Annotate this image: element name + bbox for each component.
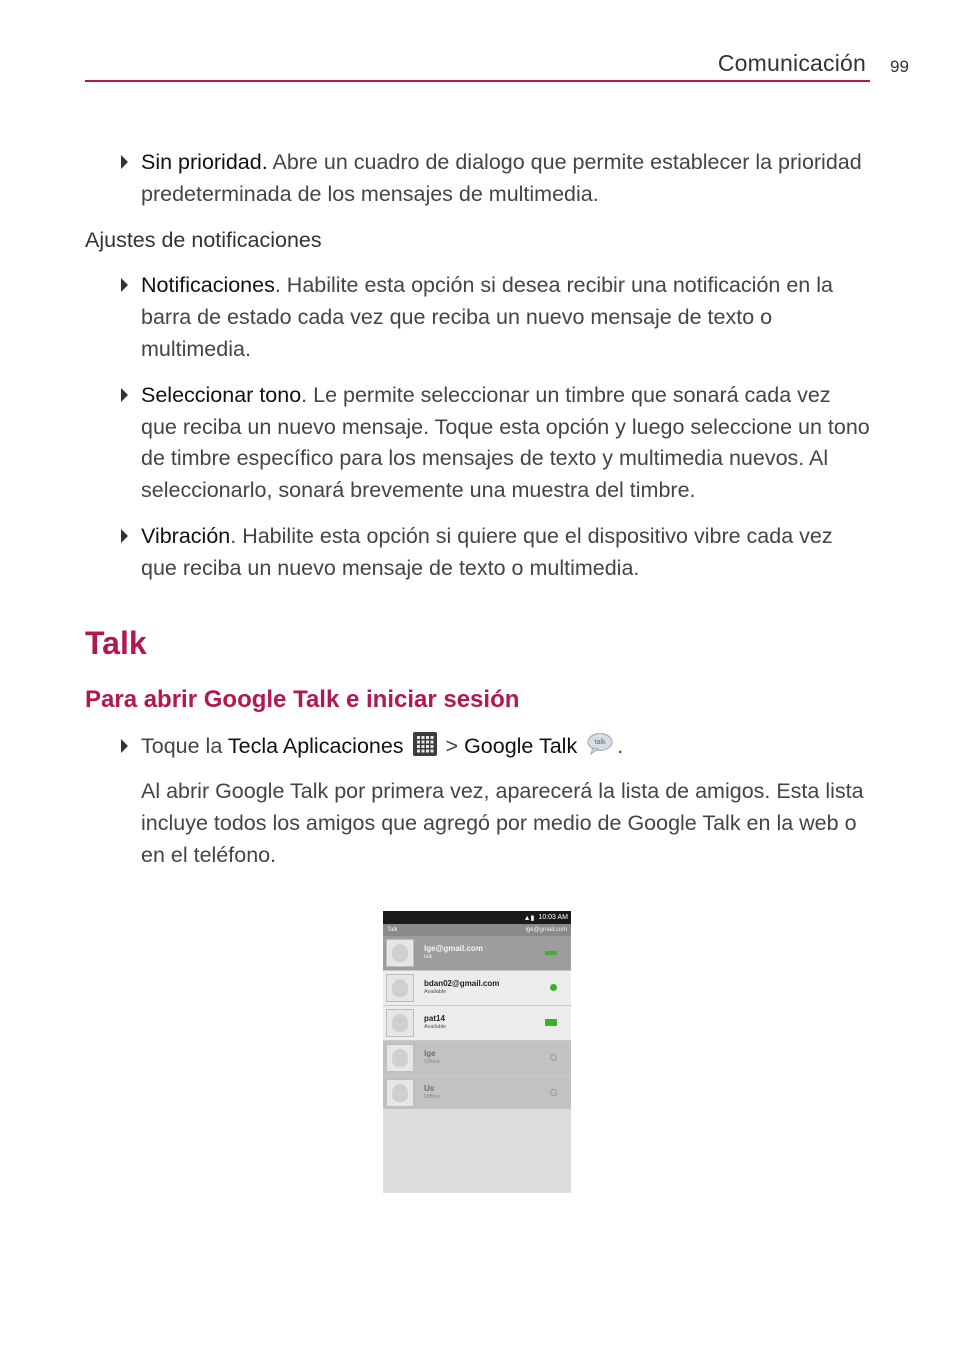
video-chat-icon: [545, 1019, 557, 1026]
notifications-subhead: Ajustes de notificaciones: [85, 227, 322, 252]
contact-row: [383, 1076, 571, 1111]
contact-status: Available: [424, 989, 447, 995]
bullet-arrow-icon: [121, 388, 128, 402]
contact-name: pat14: [424, 1014, 445, 1023]
account-label: lge@gmail.com: [525, 927, 567, 933]
bullet-term: Seleccionar tono: [141, 382, 302, 407]
contact-name: bdan02@gmail.com: [424, 979, 500, 988]
contact-row: [383, 1041, 571, 1076]
bullet-term: Vibración: [141, 523, 231, 548]
signal-icon: ▲▮: [523, 914, 535, 922]
phone-screenshot: [383, 911, 571, 1193]
bullet-abrir-talk: [85, 731, 870, 763]
bullet-vibracion: [85, 521, 870, 585]
contact-row: [383, 1006, 571, 1041]
online-indicator-icon: [545, 951, 557, 955]
bullet-notificaciones: [85, 270, 870, 365]
section-title-talk: Talk: [85, 624, 147, 661]
header-divider: [85, 80, 870, 82]
google-talk-icon: [586, 732, 614, 756]
bullet-term: Notificaciones: [141, 273, 275, 298]
page-content: [85, 147, 870, 872]
chapter-title: Comunicación: [717, 50, 866, 76]
step-term-apps: Tecla Aplicaciones: [227, 733, 404, 758]
contact-row: [383, 971, 571, 1006]
avatar: [386, 1009, 414, 1037]
bullet-arrow-icon: [121, 155, 128, 169]
section-subtitle: Para abrir Google Talk e iniciar sesión: [85, 685, 520, 713]
status-time: 10:03 AM: [538, 914, 568, 921]
online-indicator-icon: [550, 984, 557, 991]
page-number: 99: [890, 57, 909, 76]
contact-status: Offline: [424, 1094, 440, 1100]
bullet-arrow-icon: [121, 739, 128, 753]
phone-status-bar: [383, 911, 571, 924]
svg-text:talk: talk: [594, 738, 606, 746]
avatar: [386, 1079, 414, 1107]
contact-status: talk: [424, 954, 433, 960]
bullet-arrow-icon: [121, 529, 128, 543]
talk-paragraph: Al abrir Google Talk por primera vez, aparecerá la lista de amigos. Esta lista incluye todos los amigos que agregó por medio de Google Talk en la web o en el teléfono.: [141, 779, 864, 867]
contact-status: Available: [424, 1024, 447, 1030]
step-suffix: .: [617, 733, 624, 758]
avatar: [386, 939, 414, 967]
offline-indicator-icon: [550, 1054, 557, 1061]
avatar: [386, 1044, 414, 1072]
bullet-text: . Habilite esta opción si quiere que el dispositivo vibre cada vez que reciba un nuevo mensaje de texto o multimedia.: [141, 523, 833, 580]
bullet-text: . Le permite seleccionar un timbre que sonará cada vez que reciba un nuevo mensaje. Toque esta opción y luego seleccione un tono de timbre específico para los mensajes de texto y multimedia nuevos. Al seleccionarlo, sonará brevemente una muestra del timbre.: [141, 382, 870, 503]
contact-name: lge@gmail.com: [424, 944, 483, 953]
step-prefix: Toque la: [141, 733, 228, 758]
bullet-seleccionar-tono: [85, 380, 870, 507]
step-term-talk: Google Talk: [464, 733, 578, 758]
phone-list-empty-area: [383, 1109, 571, 1193]
bullet-term: Sin prioridad.: [141, 150, 268, 174]
contact-status: Offline: [424, 1059, 440, 1065]
offline-indicator-icon: [550, 1089, 557, 1096]
bullet-text: Abre un cuadro de dialogo que permite establecer la prioridad predeterminada de los mensajes de multimedia.: [141, 150, 862, 206]
apps-grid-icon: [413, 732, 437, 756]
bullet-text: . Habilite esta opción si desea recibir una notificación en la barra de estado cada vez que reciba un nuevo mensaje de texto o multimedia.: [141, 273, 833, 361]
contact-name: lge: [424, 1049, 436, 1058]
step-separator: >: [439, 733, 465, 758]
phone-app-bar: [383, 924, 571, 936]
contact-row: [383, 936, 571, 971]
bullet-arrow-icon: [121, 278, 128, 292]
avatar: [386, 974, 414, 1002]
app-title: Talk: [387, 927, 398, 933]
contact-name: Us: [424, 1084, 435, 1093]
bullet-sin-prioridad: [85, 147, 870, 211]
